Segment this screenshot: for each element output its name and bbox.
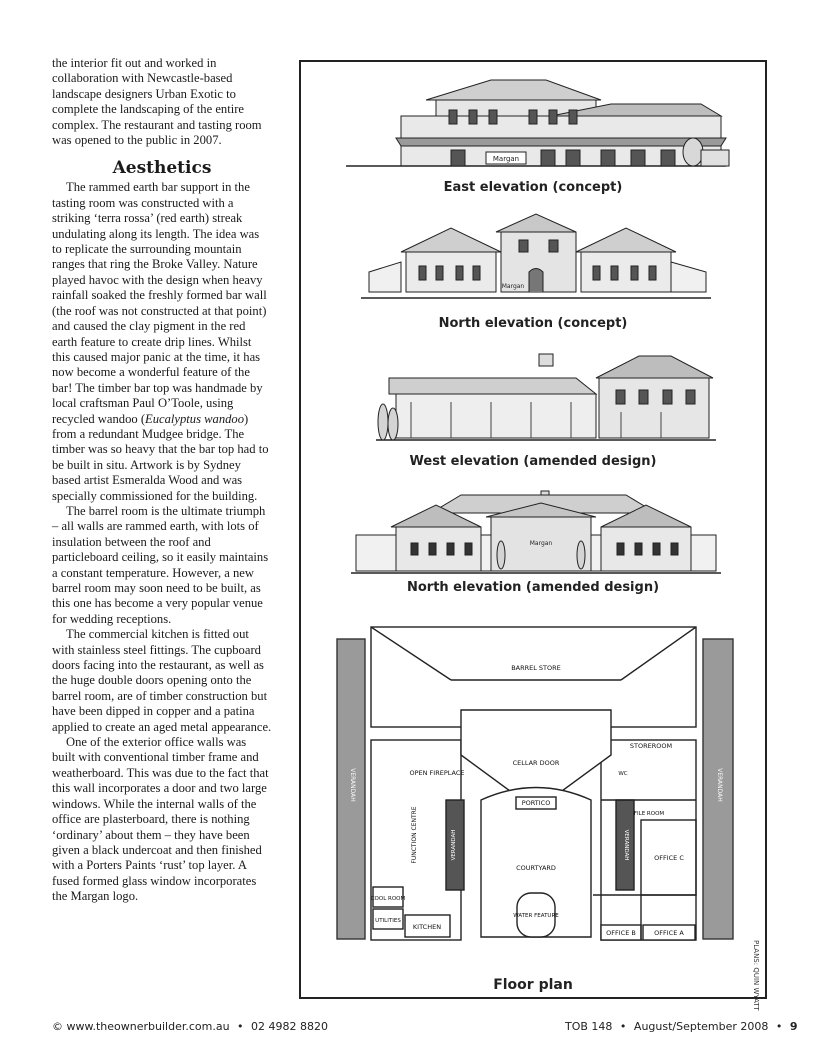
- north-amended-signage: Margan: [529, 540, 553, 547]
- footer-sep: •: [619, 1020, 627, 1033]
- floor-plan-drawing: [331, 625, 741, 965]
- paragraph-bar-a: The rammed earth bar support in the tasting room was constructed with a striking ‘terra rossa’ (red earth) streak undulating along its length. The idea was to replicate the surrounding mountain ranges that ring the Broke Valley. Nature played havoc with the design when heavy rainfall soaked the freshly formed bar wall (the roof was not constructed at that point) and caused the clay pigment in the red earth feature to create drip lines. Whilst this caused major panic at the time, it has now become a wonderful feature of the bar! The timber bar top was handmade by local craftsman Paul O’Toole, using recycled wandoo (: [52, 180, 267, 426]
- plan-open-fireplace: OPEN FIREPLACE: [409, 769, 465, 777]
- plan-cellar-door: CELLAR DOOR: [512, 759, 560, 767]
- plan-verandah-inner-left: VERANDAH: [451, 829, 457, 861]
- east-elevation-drawing: [341, 72, 731, 182]
- paragraph-bar: [52, 180, 272, 504]
- footer-right: [565, 1020, 798, 1033]
- paragraph-kitchen: The commercial kitchen is fitted out with stainless steel fittings. The cupboard doors facing into the restaurant, as well as the huge double doors opening onto the barrel room, are of timber construction but have been dipped in copper and a patina applied to create an aged metal appearance.: [52, 627, 272, 734]
- west-elevation-amended-drawing: [371, 350, 721, 450]
- footer-website: © www.theownerbuilder.com.au: [52, 1020, 230, 1033]
- plan-utilities: UTILITIES: [375, 918, 401, 924]
- intro-paragraph: the interior fit out and worked in collaboration with Newcastle-based landscape designers Urban Exotic to complete the landscaping of the entire complex. The restaurant and tasting room was opened to the public in 2007.: [52, 56, 262, 148]
- caption-east: East elevation (concept): [443, 180, 623, 195]
- plan-office-c: OFFICE C: [654, 854, 684, 862]
- page-number: 9: [789, 1020, 798, 1033]
- north-elevation-amended-drawing: [351, 487, 721, 582]
- plan-function-centre: FUNCTION CENTRE: [411, 806, 418, 864]
- paragraph-office: One of the exterior office walls was built with conventional timber frame and weatherboard. This was due to the fact that this wall incorporates a door and two large windows. While the internal walls of the office are plasterboard, there is nothing ‘ordinary’ about them – they have been given a black undercoat and then finished with a Porters Paints ‘rust’ top layer. A fused formed glass window incorporates the Margan logo.: [52, 735, 269, 904]
- plan-office-b: OFFICE B: [606, 929, 636, 937]
- plans-credit: PLANS: QUIN WYATT: [752, 940, 760, 1011]
- footer-issue: TOB 148: [565, 1020, 613, 1033]
- paragraph-barrel-room: The barrel room is the ultimate triumph – all walls are rammed earth, with lots of insulation between the roof and particleboard ceiling, so it easily maintains a constant temperature. However, a new barrel room may soon need to be built, as this one has become a very popular venue for wedding receptions.: [52, 503, 269, 626]
- footer-sep: •: [237, 1020, 244, 1033]
- section-heading: Aesthetics: [112, 158, 212, 179]
- figure-frame: [299, 60, 767, 1011]
- caption-floor-plan: Floor plan: [493, 977, 573, 993]
- species-name: Eucalyptus wandoo: [145, 411, 245, 426]
- plan-verandah-inner-right: VERANDAH: [623, 829, 629, 861]
- caption-north-concept: North elevation (concept): [438, 316, 628, 331]
- north-signage: Margan: [501, 283, 525, 290]
- plan-office-a: OFFICE A: [654, 929, 684, 937]
- footer-sep: •: [775, 1020, 783, 1033]
- east-signage: Margan: [492, 155, 520, 163]
- plan-verandah-left: VERANDAH: [349, 768, 356, 802]
- article-column: [52, 56, 272, 905]
- north-elevation-concept-drawing: [361, 210, 711, 305]
- plan-barrel-store: BARREL STORE: [511, 664, 561, 672]
- plan-courtyard: COURTYARD: [516, 864, 556, 872]
- caption-west-amended: West elevation (amended design): [409, 454, 657, 469]
- plan-portico: PORTICO: [521, 799, 551, 807]
- plan-kitchen: KITCHEN: [412, 923, 442, 931]
- paragraph-bar-b: ) from a redundant Mudgee bridge. The timber was so heavy that the bar top had to be built in situ. Artwork is by Sydney based artist Esmeralda Wood and was specially commissioned for the building.: [52, 411, 269, 503]
- plan-water-feature: WATER FEATURE: [513, 913, 559, 919]
- plan-cool-room: COOL ROOM: [370, 896, 406, 902]
- plan-file-room: FILE ROOM: [633, 811, 665, 817]
- plan-verandah-right: VERANDAH: [716, 768, 723, 802]
- footer-date: August/September 2008: [633, 1020, 769, 1033]
- caption-north-amended: North elevation (amended design): [406, 580, 660, 595]
- footer-phone: 02 4982 8820: [251, 1020, 329, 1033]
- plan-wc: WC: [618, 771, 628, 777]
- plan-storeroom: STOREROOM: [629, 742, 673, 750]
- footer-left: [52, 1020, 328, 1033]
